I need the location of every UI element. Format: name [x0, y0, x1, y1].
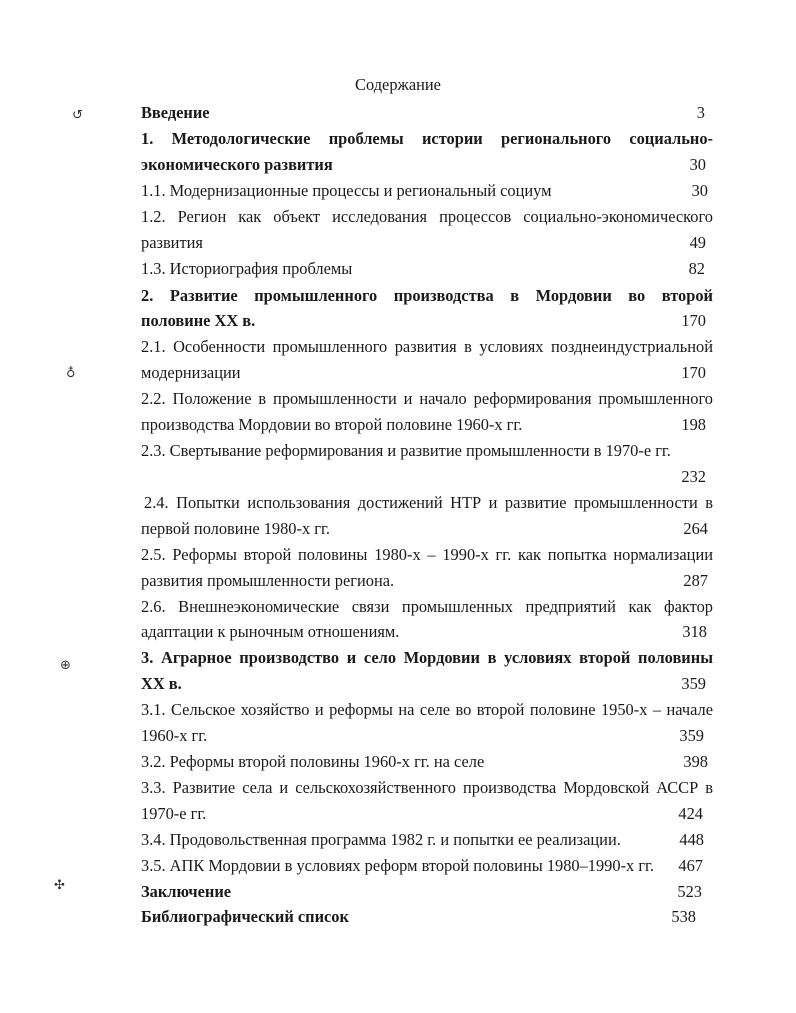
toc-entry-2-1[interactable]: 2.1. Особенности промышленного развития в условиях позднеиндустриальной [141, 337, 713, 356]
toc-entry-2-4-cont[interactable]: первой половине 1980-х гг. [141, 519, 330, 538]
toc-entry-1-2[interactable]: 1.2. Регион как объект исследования процессов социально-экономического [141, 207, 713, 226]
toc-entry-2-1-cont[interactable]: модернизации [141, 363, 241, 382]
margin-mark: ♁ [66, 366, 76, 381]
toc-page-2-4: 264 [683, 519, 708, 538]
toc-entry-conclusion[interactable]: Заключение [141, 882, 232, 901]
toc-page-1-3: 82 [688, 259, 705, 278]
toc-entry-3-1-cont[interactable]: 1960-х гг. [141, 726, 208, 745]
toc-page-1-1: 30 [691, 181, 708, 200]
margin-mark: ⊕ [60, 658, 71, 673]
toc-entry-3-1[interactable]: 3.1. Сельское хозяйство и реформы на селе во второй половине 1950-х – начале [141, 700, 713, 719]
toc-entry-2-6-cont[interactable]: адаптации к рыночным отношениям. [141, 622, 400, 641]
toc-page-3-5: 467 [678, 856, 703, 875]
toc-page-2-1: 170 [681, 363, 706, 382]
toc-entry-2-5-cont[interactable]: развития промышленности региона. [141, 571, 395, 590]
margin-mark: ↺ [72, 108, 83, 123]
toc-entry-ch2-cont[interactable]: половине XX в. [141, 311, 256, 330]
page-title: Содержание [355, 75, 441, 94]
toc-entry-intro[interactable]: Введение [141, 103, 210, 122]
toc-entry-2-4[interactable]: 2.4. Попытки использования достижений НТР и развитие промышленности в [144, 493, 713, 512]
toc-page-intro: 3 [696, 103, 705, 122]
toc-page-2-5: 287 [683, 571, 708, 590]
toc-entry-2-3[interactable]: 2.3. Свертывание реформирования и развитие промышленности в 1970-е гг. [141, 441, 671, 460]
toc-page-2-2: 198 [681, 415, 706, 434]
toc-page-3-4: 448 [679, 830, 704, 849]
toc-page-3-3: 424 [678, 804, 703, 823]
toc-page-2-3: 232 [681, 467, 706, 486]
toc-entry-2-2-cont[interactable]: производства Мордовии во второй половине 1960-х гг. [141, 415, 523, 434]
toc-page-3-1: 359 [679, 726, 704, 745]
toc-entry-2-2[interactable]: 2.2. Положение в промышленности и начало реформирования промышленного [141, 389, 713, 408]
toc-page-1-2: 49 [689, 233, 706, 252]
toc-entry-ch3[interactable]: 3. Аграрное производство и село Мордовии в условиях второй половины [141, 648, 713, 667]
toc-entry-3-3-cont[interactable]: 1970-е гг. [141, 804, 207, 823]
toc-entry-1-1[interactable]: 1.1. Модернизационные процессы и региональный социум [141, 181, 552, 200]
toc-entry-ch2[interactable]: 2. Развитие промышленного производства в Мордовии во второй [141, 286, 713, 305]
toc-entry-2-5[interactable]: 2.5. Реформы второй половины 1980-х – 1990-х гг. как попытка нормализации [141, 545, 713, 564]
toc-entry-3-2[interactable]: 3.2. Реформы второй половины 1960-х гг. на селе [141, 752, 485, 771]
toc-page-ch3: 359 [681, 674, 706, 693]
toc-entry-3-4[interactable]: 3.4. Продовольственная программа 1982 г. и попытки ее реализации. [141, 830, 621, 849]
toc-entry-2-6[interactable]: 2.6. Внешнеэкономические связи промышленных предприятий как фактор [141, 597, 713, 616]
toc-entry-ch1-cont[interactable]: экономического развития [141, 155, 333, 174]
toc-page-2-6: 318 [682, 622, 707, 641]
toc-entry-1-3[interactable]: 1.3. Историография проблемы [141, 259, 353, 278]
toc-page-bibliography: 538 [671, 907, 696, 926]
toc-entry-ch3-cont[interactable]: XX в. [141, 674, 182, 693]
margin-mark: ✣ [54, 878, 65, 893]
toc-page-3-2: 398 [683, 752, 708, 771]
toc-page-conclusion: 523 [677, 882, 702, 901]
toc-entry-ch1[interactable]: 1. Методологические проблемы истории регионального социально- [141, 129, 713, 148]
toc-entry-1-2-cont[interactable]: развития [141, 233, 203, 252]
toc-entry-3-3[interactable]: 3.3. Развитие села и сельскохозяйственного производства Мордовской АССР в [141, 778, 713, 797]
toc-page-ch1: 30 [689, 155, 706, 174]
toc-entry-bibliography[interactable]: Библиографический список [141, 907, 349, 926]
toc-entry-3-5[interactable]: 3.5. АПК Мордовии в условиях реформ второй половины 1980–1990-х гг. [141, 856, 655, 875]
toc-page-ch2: 170 [681, 311, 706, 330]
